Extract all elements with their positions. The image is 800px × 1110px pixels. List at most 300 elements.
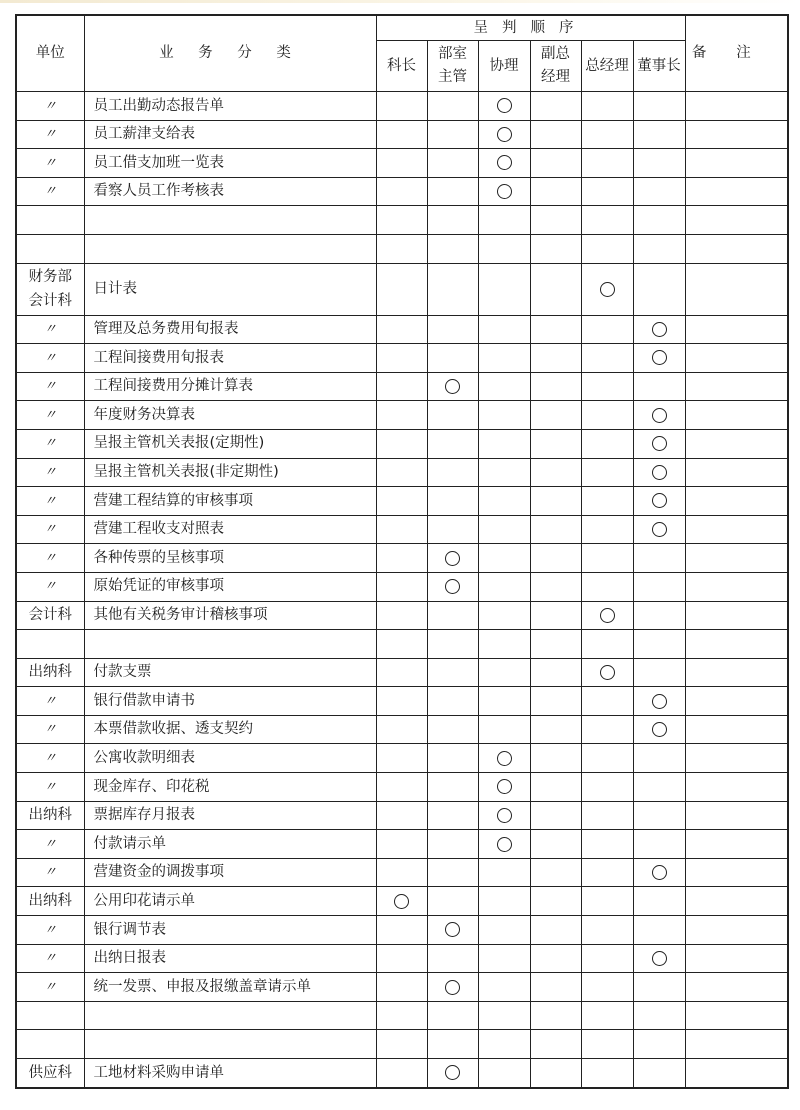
approval-cell-dongshizhang xyxy=(633,429,685,458)
business-item-cell: 银行调节表 xyxy=(84,916,376,945)
approval-cell-xieli xyxy=(478,458,530,487)
approval-cell-buzhu xyxy=(427,487,478,516)
approval-cell-buzhu xyxy=(427,177,478,206)
ditto-mark: 〃 xyxy=(43,127,57,143)
approval-cell-dongshizhang xyxy=(633,744,685,773)
approval-cell-buzhu xyxy=(427,1030,478,1059)
approval-cell-fuzong xyxy=(530,429,581,458)
business-item-cell: 管理及总务费用旬报表 xyxy=(84,315,376,344)
notes-cell xyxy=(685,744,788,773)
approval-cell-zongjingli xyxy=(581,401,633,430)
notes-cell xyxy=(685,858,788,887)
table-row xyxy=(16,120,788,149)
approval-cell-buzhu xyxy=(427,515,478,544)
approval-cell-zongjingli xyxy=(581,177,633,206)
business-item-cell: 原始凭证的审核事项 xyxy=(84,572,376,601)
ditto-mark: 〃 xyxy=(43,722,57,738)
notes-cell xyxy=(685,458,788,487)
notes-cell xyxy=(685,263,788,315)
approval-cell-kezhang xyxy=(376,1001,427,1030)
approval-cell-kezhang xyxy=(376,206,427,235)
approval-cell-fuzong xyxy=(530,1059,581,1088)
business-item-cell: 各种传票的呈核事项 xyxy=(84,544,376,573)
approval-cell-kezhang xyxy=(376,830,427,859)
approval-cell-fuzong xyxy=(530,458,581,487)
header-business-category: 业 务 分 类 xyxy=(84,15,376,92)
approval-cell-kezhang xyxy=(376,458,427,487)
approval-cell-zongjingli xyxy=(581,572,633,601)
table-row xyxy=(16,1059,788,1088)
approver-label: 部室 xyxy=(438,46,467,62)
notes-cell xyxy=(685,344,788,373)
approval-cell-fuzong xyxy=(530,487,581,516)
approval-cell-kezhang xyxy=(376,234,427,263)
approval-cell-xieli xyxy=(478,344,530,373)
ditto-mark: 〃 xyxy=(43,693,57,709)
approval-cell-dongshizhang xyxy=(633,773,685,802)
table-row xyxy=(16,973,788,1002)
ditto-mark: 〃 xyxy=(43,493,57,509)
approval-cell-zongjingli xyxy=(581,830,633,859)
approval-cell-kezhang xyxy=(376,544,427,573)
unit-cell xyxy=(16,572,84,601)
approval-cell-zongjingli xyxy=(581,858,633,887)
table-row xyxy=(16,429,788,458)
ditto-mark: 〃 xyxy=(43,379,57,395)
table-row xyxy=(16,344,788,373)
notes-cell xyxy=(685,715,788,744)
approval-cell-zongjingli xyxy=(581,973,633,1002)
approval-cell-fuzong xyxy=(530,973,581,1002)
approval-cell-fuzong xyxy=(530,234,581,263)
approval-cell-fuzong xyxy=(530,372,581,401)
approval-cell-fuzong xyxy=(530,544,581,573)
table-row xyxy=(16,715,788,744)
business-item-cell: 呈报主管机关表报(定期性) xyxy=(84,429,376,458)
approval-cell-dongshizhang xyxy=(633,92,685,121)
notes-cell xyxy=(685,515,788,544)
ditto-mark: 〃 xyxy=(43,436,57,452)
approver-label: 总经理 xyxy=(585,57,629,74)
notes-cell xyxy=(685,206,788,235)
business-item-cell: 员工借支加班一览表 xyxy=(84,149,376,178)
approval-cell-zongjingli xyxy=(581,544,633,573)
table-row xyxy=(16,1001,788,1030)
header-approver-dongshizhang xyxy=(633,41,685,92)
approval-cell-fuzong xyxy=(530,658,581,687)
approval-cell-kezhang xyxy=(376,973,427,1002)
header-approver-kezhang xyxy=(376,41,427,92)
ditto-mark: 〃 xyxy=(43,465,57,481)
table-row xyxy=(16,572,788,601)
business-item-cell: 员工薪津支给表 xyxy=(84,120,376,149)
unit-cell xyxy=(16,715,84,744)
table-row xyxy=(16,773,788,802)
approval-cell-xieli xyxy=(478,744,530,773)
table-row xyxy=(16,206,788,235)
unit-cell xyxy=(16,263,84,315)
notes-cell xyxy=(685,830,788,859)
table-row xyxy=(16,630,788,659)
approval-cell-buzhu xyxy=(427,206,478,235)
notes-cell xyxy=(685,944,788,973)
approval-cell-xieli xyxy=(478,120,530,149)
unit-cell xyxy=(16,944,84,973)
approval-cell-zongjingli xyxy=(581,715,633,744)
approval-cell-buzhu xyxy=(427,344,478,373)
business-item-cell: 日计表 xyxy=(84,263,376,315)
header-approver-fuzong xyxy=(530,41,581,92)
ditto-mark: 〃 xyxy=(43,550,57,566)
approval-cell-dongshizhang xyxy=(633,515,685,544)
notes-cell xyxy=(685,1001,788,1030)
unit-cell xyxy=(16,830,84,859)
approval-cell-dongshizhang xyxy=(633,263,685,315)
approval-cell-xieli xyxy=(478,687,530,716)
approval-cell-buzhu xyxy=(427,858,478,887)
approver-label: 副总 xyxy=(541,46,570,62)
unit-label: 出纳科 xyxy=(28,664,72,681)
approval-cell-dongshizhang xyxy=(633,372,685,401)
approval-cell-zongjingli xyxy=(581,487,633,516)
table-row xyxy=(16,744,788,773)
approval-cell-dongshizhang xyxy=(633,887,685,916)
table-row xyxy=(16,149,788,178)
approval-cell-dongshizhang xyxy=(633,801,685,830)
circle-mark-icon xyxy=(652,951,667,966)
ditto-mark: 〃 xyxy=(43,579,57,595)
table-row xyxy=(16,887,788,916)
approval-cell-zongjingli xyxy=(581,773,633,802)
approval-cell-kezhang xyxy=(376,515,427,544)
approval-cell-kezhang xyxy=(376,630,427,659)
business-item-cell: 票据库存月报表 xyxy=(84,801,376,830)
approval-cell-zongjingli xyxy=(581,234,633,263)
approval-cell-fuzong xyxy=(530,601,581,630)
circle-mark-icon xyxy=(445,551,460,566)
approval-cell-zongjingli xyxy=(581,801,633,830)
approval-cell-dongshizhang xyxy=(633,458,685,487)
approver-label: 科长 xyxy=(387,57,416,74)
approval-cell-zongjingli xyxy=(581,887,633,916)
approval-cell-kezhang xyxy=(376,401,427,430)
approval-cell-dongshizhang xyxy=(633,1001,685,1030)
approval-cell-kezhang xyxy=(376,601,427,630)
table-row xyxy=(16,92,788,121)
approval-cell-buzhu xyxy=(427,916,478,945)
approval-cell-xieli xyxy=(478,658,530,687)
circle-mark-icon xyxy=(497,751,512,766)
approval-cell-dongshizhang xyxy=(633,120,685,149)
circle-mark-icon xyxy=(445,922,460,937)
ditto-mark: 〃 xyxy=(43,407,57,423)
circle-mark-icon xyxy=(497,184,512,199)
business-item-cell xyxy=(84,1001,376,1030)
approval-cell-kezhang xyxy=(376,1030,427,1059)
approval-cell-buzhu xyxy=(427,572,478,601)
approval-cell-xieli xyxy=(478,149,530,178)
approval-cell-buzhu xyxy=(427,1059,478,1088)
approval-cell-dongshizhang xyxy=(633,177,685,206)
business-item-cell: 看察人员工作考核表 xyxy=(84,177,376,206)
approval-cell-kezhang xyxy=(376,916,427,945)
approval-cell-fuzong xyxy=(530,801,581,830)
circle-mark-icon xyxy=(497,808,512,823)
table-row xyxy=(16,515,788,544)
business-item-cell: 付款支票 xyxy=(84,658,376,687)
circle-mark-icon xyxy=(652,350,667,365)
approval-cell-dongshizhang xyxy=(633,234,685,263)
approval-cell-xieli xyxy=(478,773,530,802)
circle-mark-icon xyxy=(652,465,667,480)
ditto-mark: 〃 xyxy=(43,922,57,938)
approval-cell-xieli xyxy=(478,544,530,573)
approval-cell-kezhang xyxy=(376,120,427,149)
circle-mark-icon xyxy=(445,579,460,594)
circle-mark-icon xyxy=(600,665,615,680)
notes-cell xyxy=(685,120,788,149)
approval-cell-xieli xyxy=(478,1030,530,1059)
unit-cell xyxy=(16,149,84,178)
approval-cell-fuzong xyxy=(530,916,581,945)
header-unit: 单位 xyxy=(16,15,84,92)
unit-cell xyxy=(16,344,84,373)
circle-mark-icon xyxy=(652,493,667,508)
unit-cell xyxy=(16,658,84,687)
approval-cell-kezhang xyxy=(376,715,427,744)
approval-cell-fuzong xyxy=(530,344,581,373)
business-item-cell: 其他有关税务审计稽核事项 xyxy=(84,601,376,630)
unit-cell xyxy=(16,630,84,659)
notes-cell xyxy=(685,1059,788,1088)
approval-cell-buzhu xyxy=(427,630,478,659)
circle-mark-icon xyxy=(652,436,667,451)
unit-cell xyxy=(16,601,84,630)
approval-cell-fuzong xyxy=(530,401,581,430)
approval-cell-kezhang xyxy=(376,687,427,716)
approval-cell-fuzong xyxy=(530,1030,581,1059)
ditto-mark: 〃 xyxy=(43,836,57,852)
notes-cell xyxy=(685,630,788,659)
approval-cell-fuzong xyxy=(530,830,581,859)
approval-cell-kezhang xyxy=(376,315,427,344)
circle-mark-icon xyxy=(600,282,615,297)
circle-mark-icon xyxy=(600,608,615,623)
notes-cell xyxy=(685,1030,788,1059)
unit-label: 出纳科 xyxy=(28,807,72,824)
approval-cell-zongjingli xyxy=(581,120,633,149)
unit-label: 供应科 xyxy=(28,1064,72,1081)
header-approver-xieli xyxy=(478,41,530,92)
approval-cell-kezhang xyxy=(376,372,427,401)
circle-mark-icon xyxy=(652,522,667,537)
unit-cell xyxy=(16,120,84,149)
business-item-cell xyxy=(84,234,376,263)
table-row xyxy=(16,658,788,687)
approval-cell-zongjingli xyxy=(581,149,633,178)
approval-cell-kezhang xyxy=(376,344,427,373)
unit-label: 会计科 xyxy=(28,293,72,310)
approval-cell-buzhu xyxy=(427,687,478,716)
table-row xyxy=(16,858,788,887)
approval-cell-buzhu xyxy=(427,149,478,178)
approval-cell-buzhu xyxy=(427,944,478,973)
table-row xyxy=(16,916,788,945)
header-approver-zongjingli xyxy=(581,41,633,92)
approval-cell-fuzong xyxy=(530,263,581,315)
approval-cell-xieli xyxy=(478,234,530,263)
notes-cell xyxy=(685,315,788,344)
circle-mark-icon xyxy=(445,1065,460,1080)
unit-cell xyxy=(16,401,84,430)
business-item-cell: 公用印花请示单 xyxy=(84,887,376,916)
approval-cell-buzhu xyxy=(427,120,478,149)
unit-cell xyxy=(16,687,84,716)
ditto-mark: 〃 xyxy=(43,751,57,767)
ditto-mark: 〃 xyxy=(43,979,57,995)
approval-cell-zongjingli xyxy=(581,206,633,235)
approval-cell-fuzong xyxy=(530,515,581,544)
notes-cell xyxy=(685,658,788,687)
unit-label: 会计科 xyxy=(28,607,72,624)
circle-mark-icon xyxy=(652,865,667,880)
approval-cell-xieli xyxy=(478,715,530,744)
circle-mark-icon xyxy=(497,98,512,113)
approval-cell-zongjingli xyxy=(581,429,633,458)
unit-cell xyxy=(16,773,84,802)
table-row xyxy=(16,458,788,487)
approval-cell-zongjingli xyxy=(581,515,633,544)
approval-cell-xieli xyxy=(478,401,530,430)
approval-cell-zongjingli xyxy=(581,630,633,659)
table-row xyxy=(16,372,788,401)
unit-cell xyxy=(16,315,84,344)
business-item-cell: 营建资金的调拨事项 xyxy=(84,858,376,887)
notes-cell xyxy=(685,572,788,601)
ditto-mark: 〃 xyxy=(43,98,57,114)
approval-cell-buzhu xyxy=(427,401,478,430)
approval-cell-buzhu xyxy=(427,658,478,687)
business-item-cell: 工地材料采购申请单 xyxy=(84,1059,376,1088)
approval-cell-fuzong xyxy=(530,944,581,973)
approval-cell-kezhang xyxy=(376,801,427,830)
approval-cell-xieli xyxy=(478,429,530,458)
page-top-band xyxy=(0,0,800,3)
approval-cell-xieli xyxy=(478,263,530,315)
approval-cell-fuzong xyxy=(530,92,581,121)
notes-cell xyxy=(685,177,788,206)
approver-label: 董事长 xyxy=(637,57,681,74)
approval-cell-fuzong xyxy=(530,120,581,149)
approval-cell-kezhang xyxy=(376,658,427,687)
unit-cell xyxy=(16,458,84,487)
approval-cell-buzhu xyxy=(427,773,478,802)
approval-cell-xieli xyxy=(478,887,530,916)
approval-cell-dongshizhang xyxy=(633,687,685,716)
approval-order-table xyxy=(15,14,789,1089)
approval-cell-zongjingli xyxy=(581,458,633,487)
header-approval-order: 呈判顺序 xyxy=(376,15,685,41)
table-row xyxy=(16,234,788,263)
approval-cell-xieli xyxy=(478,601,530,630)
approval-cell-dongshizhang xyxy=(633,715,685,744)
business-item-cell: 员工出勤动态报告单 xyxy=(84,92,376,121)
approval-cell-xieli xyxy=(478,944,530,973)
approval-cell-kezhang xyxy=(376,149,427,178)
unit-cell xyxy=(16,92,84,121)
circle-mark-icon xyxy=(652,322,667,337)
approval-cell-dongshizhang xyxy=(633,630,685,659)
approval-cell-zongjingli xyxy=(581,744,633,773)
approval-cell-kezhang xyxy=(376,1059,427,1088)
unit-cell xyxy=(16,177,84,206)
approval-cell-buzhu xyxy=(427,744,478,773)
table-row xyxy=(16,177,788,206)
unit-label: 财务部 xyxy=(28,269,72,286)
circle-mark-icon xyxy=(652,722,667,737)
notes-cell xyxy=(685,916,788,945)
approval-cell-dongshizhang xyxy=(633,149,685,178)
approval-cell-kezhang xyxy=(376,487,427,516)
approval-cell-zongjingli xyxy=(581,916,633,945)
approval-cell-buzhu xyxy=(427,601,478,630)
unit-cell xyxy=(16,887,84,916)
approval-cell-fuzong xyxy=(530,715,581,744)
approval-cell-fuzong xyxy=(530,315,581,344)
business-item-cell xyxy=(84,206,376,235)
header-approver-buzhu xyxy=(427,41,478,92)
business-item-cell: 银行借款申请书 xyxy=(84,687,376,716)
approval-cell-dongshizhang xyxy=(633,830,685,859)
approval-cell-buzhu xyxy=(427,429,478,458)
approval-cell-zongjingli xyxy=(581,344,633,373)
approval-cell-xieli xyxy=(478,315,530,344)
approval-cell-xieli xyxy=(478,206,530,235)
circle-mark-icon xyxy=(652,408,667,423)
approval-cell-xieli xyxy=(478,572,530,601)
ditto-mark: 〃 xyxy=(43,951,57,967)
approval-cell-zongjingli xyxy=(581,263,633,315)
table-row xyxy=(16,944,788,973)
business-item-cell xyxy=(84,1030,376,1059)
approval-cell-xieli xyxy=(478,973,530,1002)
approval-cell-zongjingli xyxy=(581,944,633,973)
approval-cell-fuzong xyxy=(530,149,581,178)
approval-cell-kezhang xyxy=(376,177,427,206)
notes-cell xyxy=(685,973,788,1002)
approval-cell-xieli xyxy=(478,830,530,859)
business-item-cell: 公寓收款明细表 xyxy=(84,744,376,773)
unit-cell xyxy=(16,1001,84,1030)
approval-cell-dongshizhang xyxy=(633,944,685,973)
circle-mark-icon xyxy=(497,837,512,852)
approval-cell-fuzong xyxy=(530,858,581,887)
unit-cell xyxy=(16,206,84,235)
business-item-cell: 营建工程收支对照表 xyxy=(84,515,376,544)
approval-cell-dongshizhang xyxy=(633,344,685,373)
approval-cell-buzhu xyxy=(427,801,478,830)
approval-cell-buzhu xyxy=(427,715,478,744)
approval-cell-fuzong xyxy=(530,1001,581,1030)
approval-cell-dongshizhang xyxy=(633,544,685,573)
approval-cell-kezhang xyxy=(376,887,427,916)
business-item-cell xyxy=(84,630,376,659)
approval-cell-zongjingli xyxy=(581,372,633,401)
approval-cell-kezhang xyxy=(376,858,427,887)
table-row xyxy=(16,1030,788,1059)
approval-cell-kezhang xyxy=(376,572,427,601)
notes-cell xyxy=(685,372,788,401)
